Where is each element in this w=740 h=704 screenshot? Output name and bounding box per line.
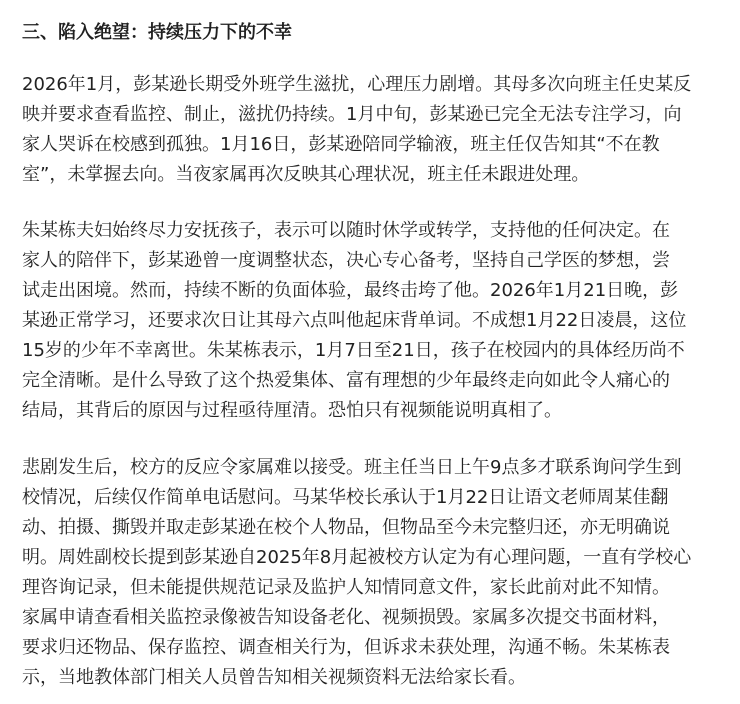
paragraph-line: 理咨询记录，但未能提供规范记录及监护人知情同意文件，家长此前对此不知情。 (22, 577, 670, 598)
paragraph-1 (22, 70, 740, 190)
paragraph-line: 15岁的少年不幸离世。朱某栋表示，1月7日至21日，孩子在校园内的具体经历尚不 (22, 340, 685, 361)
paragraph-line: 示，当地教体部门相关人员曾告知相关视频资料无法给家长看。 (22, 667, 526, 688)
paragraph-line: 家人的陪伴下，彭某逊曾一度调整状态，决心专心备考，坚持自己学医的梦想，尝 (22, 250, 670, 271)
paragraph-line: 室”，未掌握去向。当夜家属再次反映其心理状况，班主任未跟进处理。 (22, 164, 590, 185)
paragraph-line: 明。周姓副校长提到彭某逊自2025年8月起被校方认定为有心理问题，一直有学校心 (22, 547, 692, 568)
paragraph-line: 悲剧发生后，校方的反应令家属难以接受。班主任当日上午9点多才联系询问学生到 (22, 457, 682, 478)
paragraph-line: 映并要求查看监控、制止，滋扰仍持续。1月中旬，彭某逊已完全无法专注学习，向 (22, 104, 682, 125)
paragraph-line: 完全清晰。是什么导致了这个热爱集体、富有理想的少年最终走向如此令人痛心的 (22, 370, 670, 391)
paragraph-line: 家人哭诉在校感到孤独。1月16日，彭某逊陪同学输液，班主任仅告知其“不在教 (22, 134, 660, 155)
paragraph-line: 2026年1月，彭某逊长期受外班学生滋扰，心理压力剧增。其母多次向班主任史某反 (22, 74, 692, 95)
paragraph-3 (22, 453, 740, 693)
paragraph-2 (22, 216, 740, 426)
paragraph-line: 动、拍摄、撕毁并取走彭某逊在校个人物品，但物品至今未完整归还，亦无明确说 (22, 517, 670, 538)
paragraph-line: 试走出困境。然而，持续不断的负面体验，最终击垮了他。2026年1月21日晚，彭 (22, 280, 679, 301)
section-heading: 三、陷入绝望：持续压力下的不幸 (22, 22, 292, 43)
paragraph-line: 某逊正常学习，还要求次日让其母六点叫他起床背单词。不成想1月22日凌晨，这位 (22, 310, 687, 331)
paragraph-line: 朱某栋夫妇始终尽力安抚孩子，表示可以随时休学或转学，支持他的任何决定。在 (22, 220, 670, 241)
paragraph-line: 家属申请查看相关监控录像被告知设备老化、视频损毁。家属多次提交书面材料， (22, 607, 670, 628)
paragraph-line: 结局，其背后的原因与过程亟待厘清。恐怕只有视频能说明真相了。 (22, 400, 562, 421)
paragraph-line: 校情况，后续仅作简单电话慰问。马某华校长承认于1月22日让语文老师周某佳翻 (22, 487, 669, 508)
paragraph-line: 要求归还物品、保存监控、调查相关行为，但诉求未获处理，沟通不畅。朱某栋表 (22, 637, 670, 658)
